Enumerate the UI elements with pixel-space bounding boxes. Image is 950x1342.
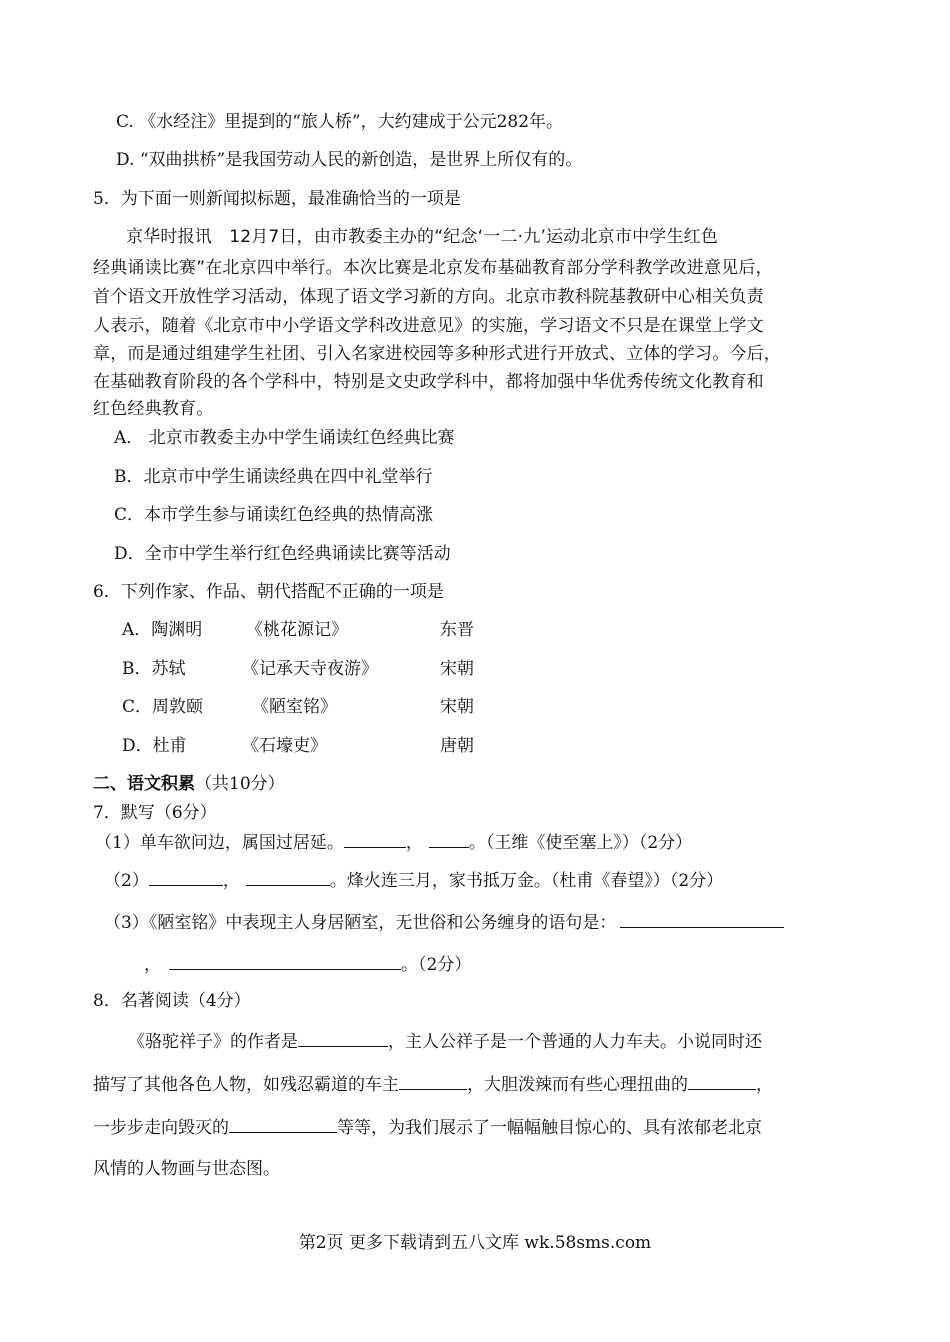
q7-sub-3-comma: ，	[144, 955, 161, 975]
q4-option-c: C. 《水经注》里提到的“旅人桥”，大约建成于公元282年。	[116, 112, 564, 132]
q6-row-b	[122, 657, 474, 681]
section-2-heading	[93, 772, 285, 796]
q6-row-c-author: C．周敦颐	[122, 697, 204, 717]
q7-blank-2b[interactable]	[246, 867, 330, 886]
q7-sub-1-comma: ，	[405, 833, 423, 853]
q7-stem: 7．默写（6分）	[93, 803, 217, 823]
q5-option-a: A． 北京市教委主办中学生诵读红色经典比赛	[114, 428, 455, 448]
q8-line-4: 风情的人物画与世态图。	[93, 1159, 280, 1179]
q7-blank-3a[interactable]	[620, 909, 784, 928]
q6-row-d	[122, 734, 474, 758]
q6-row-d-work: 《石壕吏》	[242, 736, 327, 756]
q7-sub-3	[104, 909, 784, 935]
q5-stem: 5．为下面一则新闻拟标题，最准确恰当的一项是	[93, 189, 461, 209]
q8-line-3	[93, 1114, 762, 1140]
q6-row-a-author: A．陶渊明	[122, 620, 203, 640]
q7-blank-2a[interactable]	[149, 867, 223, 886]
q6-row-b-author: B．苏轼	[122, 659, 186, 679]
q5-option-d: D．全市中学生举行红色经典诵读比赛等活动	[114, 544, 451, 564]
q7-sub-3-text: （3）《陋室铭》中表现主人身居陋室，无世俗和公务缠身的语句是：	[104, 913, 617, 933]
q7-sub-2-comma: ，	[222, 871, 240, 891]
q6-row-a-dynasty: 东晋	[440, 620, 474, 640]
q7-sub-3-cont	[144, 951, 471, 977]
q7-sub-2-source: 。烽火连三月，家书抵万金。（杜甫《春望》）（2分）	[329, 871, 724, 891]
q7-blank-1a[interactable]	[344, 829, 406, 848]
q8-blank-author[interactable]	[298, 1028, 388, 1047]
q6-row-a	[122, 618, 474, 642]
q6-row-c-dynasty: 宋朝	[440, 697, 474, 717]
q8-line-2	[93, 1071, 773, 1097]
q8-line-3-text-b: 等等，为我们展示了一幅幅触目惊心的、具有浓郁老北京	[337, 1118, 762, 1138]
q7-sub-2	[104, 867, 723, 893]
q8-stem: 8．名著阅读（4分）	[93, 991, 251, 1011]
q7-blank-1b[interactable]	[429, 829, 469, 848]
page-footer: 第2页 更多下载请到五八文库 wk.58sms.com	[298, 1233, 652, 1253]
q8-line-2-text-c: ，	[756, 1075, 773, 1095]
q8-line-1	[128, 1028, 762, 1054]
q5-news-line-5: 章，而是通过组建学生社团、引入名家进校园等多种形式进行开放式、立体的学习。今后，	[93, 344, 781, 364]
q5-option-b: B．北京市中学生诵读经典在四中礼堂举行	[114, 467, 433, 487]
q7-sub-3-score: 。（2分）	[401, 955, 472, 975]
q7-sub-1-source: 。（王维《使至塞上》）（2分）	[468, 833, 693, 853]
section-2-title: 二、语文积累	[93, 774, 195, 794]
q5-news-line-6: 在基础教育阶段的各个学科中，特别是文史政学科中，都将加强中华优秀传统文化教育和	[93, 372, 764, 392]
q8-blank-doomed[interactable]	[229, 1114, 337, 1133]
q6-row-c-work: 《陋室铭》	[252, 697, 337, 717]
q8-line-1-text-b: ，主人公祥子是一个普通的人力车夫。小说同时还	[388, 1032, 762, 1052]
q5-news-line-2: 经典诵读比赛”在北京四中举行。本次比赛是北京发布基础教育部分学科教学改进意见后，	[93, 258, 773, 278]
q6-row-a-work: 《桃花源记》	[246, 620, 348, 640]
q4-option-d: D. “双曲拱桥”是我国劳动人民的新创造，是世界上所仅有的。	[116, 150, 583, 170]
q7-blank-3b[interactable]	[169, 951, 401, 970]
q8-blank-owner[interactable]	[399, 1071, 467, 1090]
q5-news-line-7: 红色经典教育。	[93, 399, 214, 419]
q5-option-c: C．本市学生参与诵读红色经典的热情高涨	[114, 505, 434, 525]
q6-row-c	[122, 695, 474, 719]
q5-news-line-3: 首个语文开放性学习活动，体现了语文学习新的方向。北京市教科院基教研中心相关负责	[93, 287, 764, 307]
q7-sub-1	[95, 829, 692, 855]
q8-line-2-text-a: 描写了其他各色人物，如残忍霸道的车主	[93, 1075, 399, 1095]
q8-line-2-text-b: ，大胆泼辣而有些心理扭曲的	[467, 1075, 688, 1095]
q6-row-d-author: D．杜甫	[122, 736, 187, 756]
q6-row-b-dynasty: 宋朝	[440, 659, 474, 679]
q7-sub-2-label: （2）	[104, 871, 149, 891]
q7-sub-1-text: （1）单车欲问边，属国过居延。	[95, 833, 344, 853]
q6-stem: 6．下列作家、作品、朝代搭配不正确的一项是	[93, 582, 444, 602]
q5-news-line-1: 京华时报讯 12月7日，由市教委主办的“纪念‘一二·九’运动北京市中学生红色	[126, 227, 719, 247]
q8-blank-woman[interactable]	[688, 1071, 756, 1090]
q5-news-line-4: 人表示，随着《北京市中小学语文学科改进意见》的实施，学习语文不只是在课堂上学文	[93, 316, 764, 336]
q8-line-1-text-a: 《骆驼祥子》的作者是	[128, 1032, 298, 1052]
section-2-score: （共10分）	[195, 774, 285, 794]
q8-line-3-text-a: 一步步走向毁灭的	[93, 1118, 229, 1138]
q6-row-d-dynasty: 唐朝	[440, 736, 474, 756]
q6-row-b-work: 《记承天寺夜游》	[242, 659, 378, 679]
